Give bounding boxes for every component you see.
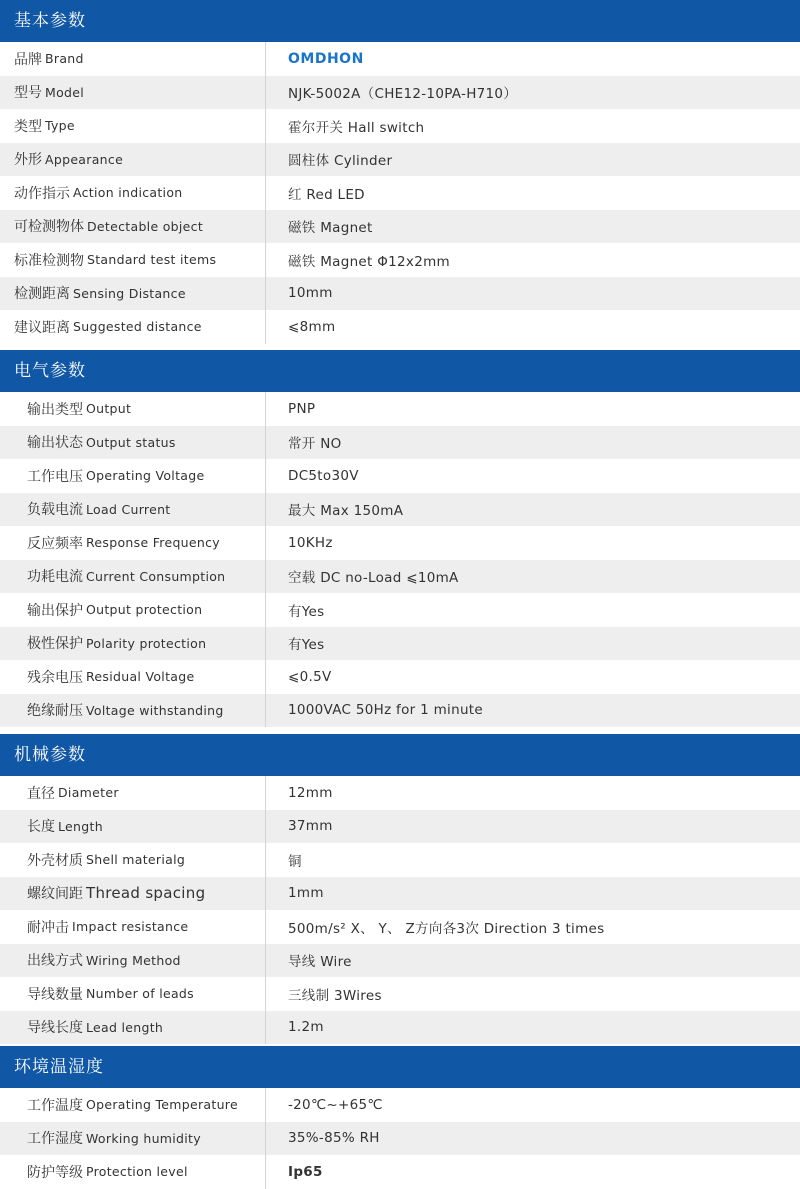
row-value: NJK-5002A（CHE12-10PA-H710）: [288, 86, 518, 103]
row-label-zh: 螺纹间距: [27, 886, 83, 903]
row-label-zh: 防护等级: [27, 1164, 83, 1181]
row-value: DC5to30V: [288, 467, 359, 484]
row-label-en: Sensing Distance: [73, 285, 186, 301]
row-value: 最大 Max 150mA: [288, 503, 404, 520]
spec-row-appearance: [0, 143, 800, 177]
spec-row-standard-test-items: [0, 243, 800, 277]
row-label-zh: 检测距离: [14, 286, 70, 303]
row-label-en: Appearance: [45, 151, 124, 167]
row-label-en: Standard test items: [87, 252, 217, 268]
row-value: 1.2m: [288, 1019, 324, 1036]
row-label-en: Working humidity: [86, 1130, 201, 1146]
row-label-en: Polarity protection: [86, 635, 207, 651]
row-value: 10KHz: [288, 534, 333, 551]
section-title: 机械参数: [0, 734, 800, 776]
row-label-en: Impact resistance: [72, 919, 189, 935]
row-label-en: Shell materialg: [86, 852, 186, 868]
row-value: 三线制 3Wires: [288, 987, 382, 1004]
row-value: 37mm: [288, 818, 333, 835]
row-label-en: Output status: [86, 434, 176, 450]
row-label-zh: 类型: [14, 118, 42, 135]
row-label-zh: 型号: [14, 85, 42, 102]
spec-row-output-status: [0, 426, 800, 460]
spec-row-action-indication: [0, 176, 800, 210]
spec-row-current-consumption: [0, 560, 800, 594]
row-label-zh: 动作指示: [14, 185, 70, 202]
row-value: Ip65: [288, 1163, 323, 1180]
brand-logo: OMDHON: [288, 50, 364, 67]
row-value: 10mm: [288, 285, 333, 302]
spec-row-wiring-method: [0, 944, 800, 978]
row-label-zh: 长度: [27, 819, 55, 836]
row-value: 常开 NO: [288, 436, 342, 453]
row-label-en: Load Current: [86, 501, 171, 517]
row-value: 磁铁 Magnet: [288, 220, 373, 237]
row-label-en: Diameter: [58, 785, 119, 801]
row-value: 12mm: [288, 784, 333, 801]
section-mechanical-params: [0, 734, 800, 1046]
spec-row-brand: [0, 42, 800, 76]
row-label-en: Brand: [45, 51, 84, 67]
row-label-zh: 极性保护: [27, 636, 83, 653]
spec-row-detectable-object: [0, 210, 800, 244]
row-label-zh: 导线长度: [27, 1020, 83, 1037]
row-label-en: Operating Temperature: [86, 1097, 238, 1113]
spec-row-number-of-leads: [0, 977, 800, 1011]
row-value: 磁铁 Magnet Φ12x2mm: [288, 253, 451, 270]
row-value: 红 Red LED: [288, 186, 365, 203]
row-label-zh: 建议距离: [14, 319, 70, 336]
row-label-zh: 外壳材质: [27, 852, 83, 869]
row-label-en: Residual Voltage: [86, 669, 195, 685]
spec-row-residual-voltage: [0, 660, 800, 694]
row-value: 圆柱体 Cylinder: [288, 153, 393, 170]
row-label-en: Suggested distance: [73, 319, 202, 335]
row-label-en: Model: [45, 84, 85, 100]
spec-row-voltage-withstanding: [0, 694, 800, 728]
spec-row-thread-spacing: [0, 877, 800, 911]
row-label-zh: 功耗电流: [27, 569, 83, 586]
row-label-en: Operating Voltage: [86, 468, 205, 484]
spec-row-output-protection: [0, 593, 800, 627]
spec-row-operating-temperature: [0, 1088, 800, 1122]
section-electrical-params: [0, 350, 800, 734]
row-label-en: Voltage withstanding: [86, 702, 224, 718]
section-basic-params: [0, 0, 800, 350]
spec-row-polarity-protection: [0, 627, 800, 661]
spec-row-model: [0, 76, 800, 110]
row-label-zh: 出线方式: [27, 953, 83, 970]
row-value: 1000VAC 50Hz for 1 minute: [288, 702, 483, 719]
row-label-zh: 可检测物体: [14, 219, 84, 236]
row-label-en: Current Consumption: [86, 568, 226, 584]
spec-row-length: [0, 810, 800, 844]
row-label-zh: 耐冲击: [27, 919, 69, 936]
row-value: 500m/s² X、 Y、 Z方向各3次 Direction 3 times: [288, 920, 605, 937]
spec-row-protection-level: [0, 1155, 800, 1189]
row-label-zh: 负载电流: [27, 502, 83, 519]
row-value: PNP: [288, 400, 316, 417]
row-label-en: Output protection: [86, 602, 203, 618]
row-label-en: Length: [58, 818, 103, 834]
row-label-en: Number of leads: [86, 986, 194, 1002]
row-label-en: Type: [45, 118, 75, 134]
spec-row-lead-length: [0, 1011, 800, 1045]
row-value: -20℃~+65℃: [288, 1096, 383, 1113]
row-label-en: Output: [86, 401, 132, 417]
spec-row-diameter: [0, 776, 800, 810]
spec-row-shell-material: [0, 843, 800, 877]
row-label-en: Protection level: [86, 1164, 188, 1180]
row-value: 35%-85% RH: [288, 1130, 380, 1147]
row-label-en: Thread spacing: [86, 884, 206, 903]
row-value: 铜: [288, 853, 302, 870]
row-label-zh: 反应频率: [27, 535, 83, 552]
section-title: 环境温湿度: [0, 1046, 800, 1088]
row-value: 有Yes: [288, 637, 325, 654]
spec-row-type: [0, 109, 800, 143]
row-label-en: Detectable object: [87, 218, 204, 234]
row-value: 霍尔开关 Hall switch: [288, 119, 425, 136]
row-label-zh: 外形: [14, 152, 42, 169]
spec-row-suggested-distance: [0, 310, 800, 344]
row-label-zh: 工作电压: [27, 468, 83, 485]
row-label-zh: 工作湿度: [27, 1131, 83, 1148]
row-value: 导线 Wire: [288, 954, 352, 971]
spec-row-impact-resistance: [0, 910, 800, 944]
row-label-zh: 直径: [27, 785, 55, 802]
section-environment-params: [0, 1046, 800, 1188]
spec-row-sensing-distance: [0, 277, 800, 311]
row-label-zh: 输出保护: [27, 602, 83, 619]
spec-row-response-frequency: [0, 526, 800, 560]
row-label-zh: 残余电压: [27, 669, 83, 686]
row-label-zh: 标准检测物: [14, 252, 84, 269]
row-label-zh: 品牌: [14, 51, 42, 68]
row-value: ⩽0.5V: [288, 668, 332, 685]
row-value: 空载 DC no-Load ⩽10mA: [288, 570, 459, 587]
spec-row-working-humidity: [0, 1122, 800, 1156]
row-value: 有Yes: [288, 603, 325, 620]
row-label-zh: 输出状态: [27, 435, 83, 452]
section-title: 电气参数: [0, 350, 800, 392]
row-label-zh: 绝缘耐压: [27, 703, 83, 720]
spec-row-load-current: [0, 493, 800, 527]
row-label-en: Lead length: [86, 1019, 164, 1035]
spec-row-output: [0, 392, 800, 426]
row-label-zh: 导线数量: [27, 986, 83, 1003]
section-title: 基本参数: [0, 0, 800, 42]
row-label-en: Action indication: [73, 185, 183, 201]
row-value: 1mm: [288, 885, 324, 902]
spec-row-operating-voltage: [0, 459, 800, 493]
row-label-zh: 输出类型: [27, 401, 83, 418]
row-label-zh: 工作温度: [27, 1097, 83, 1114]
row-value: ⩽8mm: [288, 318, 336, 335]
row-label-en: Wiring Method: [86, 952, 181, 968]
row-label-en: Response Frequency: [86, 535, 220, 551]
